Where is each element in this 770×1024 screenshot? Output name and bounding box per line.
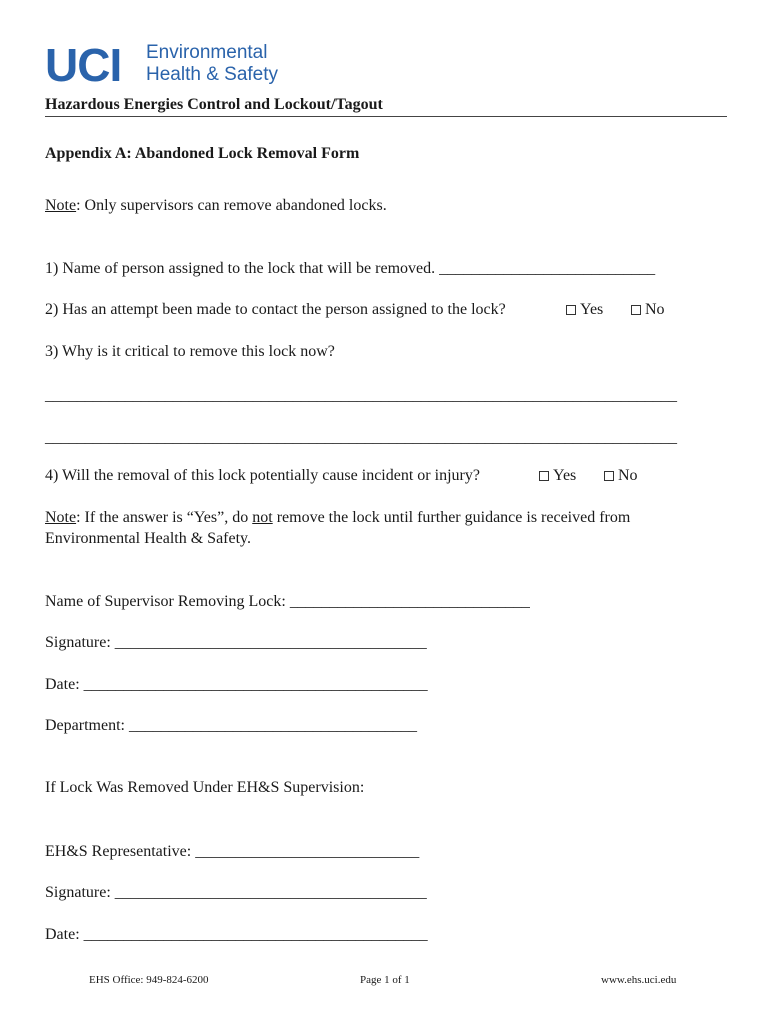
checkbox-icon[interactable] bbox=[539, 471, 549, 481]
checkbox-icon[interactable] bbox=[631, 305, 641, 315]
q2-no-option[interactable]: No bbox=[631, 300, 665, 320]
document-header-title: Hazardous Energies Control and Lockout/Tagout bbox=[45, 96, 383, 113]
logo-line-health-safety: Health & Safety bbox=[146, 64, 279, 85]
checkbox-icon[interactable] bbox=[566, 305, 576, 315]
note-text: : Only supervisors can remove abandoned locks. bbox=[76, 197, 387, 214]
logo-line-environmental: Environmental bbox=[146, 42, 268, 63]
q4-yes-option[interactable]: Yes bbox=[539, 466, 576, 486]
supervisor-date-field[interactable]: Date: ___________________________________________ bbox=[45, 676, 428, 693]
appendix-title: Appendix A: Abandoned Lock Removal Form bbox=[45, 145, 360, 162]
q4-no-option[interactable]: No bbox=[604, 466, 638, 486]
supervisor-department-field[interactable]: Department: ____________________________________ bbox=[45, 717, 417, 734]
answer-line-1[interactable]: _______________________________________________________________________________ bbox=[45, 387, 677, 404]
q2-yes-option[interactable]: Yes bbox=[566, 300, 603, 320]
question-3: 3) Why is it critical to remove this lock now? bbox=[45, 343, 335, 360]
uci-logo-mark: UCI bbox=[45, 39, 122, 91]
question-2: 2) Has an attempt been made to contact the person assigned to the lock? bbox=[45, 301, 506, 318]
ehs-date-field[interactable]: Date: ___________________________________________ bbox=[45, 926, 428, 943]
footer-office-phone: EHS Office: 949-824-6200 bbox=[89, 974, 209, 986]
question-1[interactable]: 1) Name of person assigned to the lock that will be removed. ___________________________ bbox=[45, 260, 656, 277]
note-supervisors-only bbox=[45, 196, 387, 216]
note-guidance: Note: If the answer is “Yes”, do not remove the lock until further guidance is received from bbox=[45, 509, 631, 526]
question-4: 4) Will the removal of this lock potentially cause incident or injury? bbox=[45, 467, 480, 484]
ehs-section-heading: If Lock Was Removed Under EH&S Supervision: bbox=[45, 779, 365, 796]
footer-website[interactable]: www.ehs.uci.edu bbox=[601, 974, 677, 986]
supervisor-name-field[interactable]: Name of Supervisor Removing Lock: ______________________________ bbox=[45, 593, 530, 610]
ehs-signature-field[interactable]: Signature: _______________________________________ bbox=[45, 884, 427, 901]
header-divider bbox=[45, 116, 727, 117]
checkbox-icon[interactable] bbox=[604, 471, 614, 481]
ehs-representative-field[interactable]: EH&S Representative: ____________________________ bbox=[45, 843, 420, 860]
footer-page-number: Page 1 of 1 bbox=[360, 974, 410, 986]
note-label: Note bbox=[45, 197, 77, 214]
supervisor-signature-field[interactable]: Signature: _______________________________________ bbox=[45, 634, 427, 651]
note-guidance-continued: Environmental Health & Safety. bbox=[45, 530, 252, 547]
answer-line-2[interactable]: _______________________________________________________________________________ bbox=[45, 429, 677, 446]
